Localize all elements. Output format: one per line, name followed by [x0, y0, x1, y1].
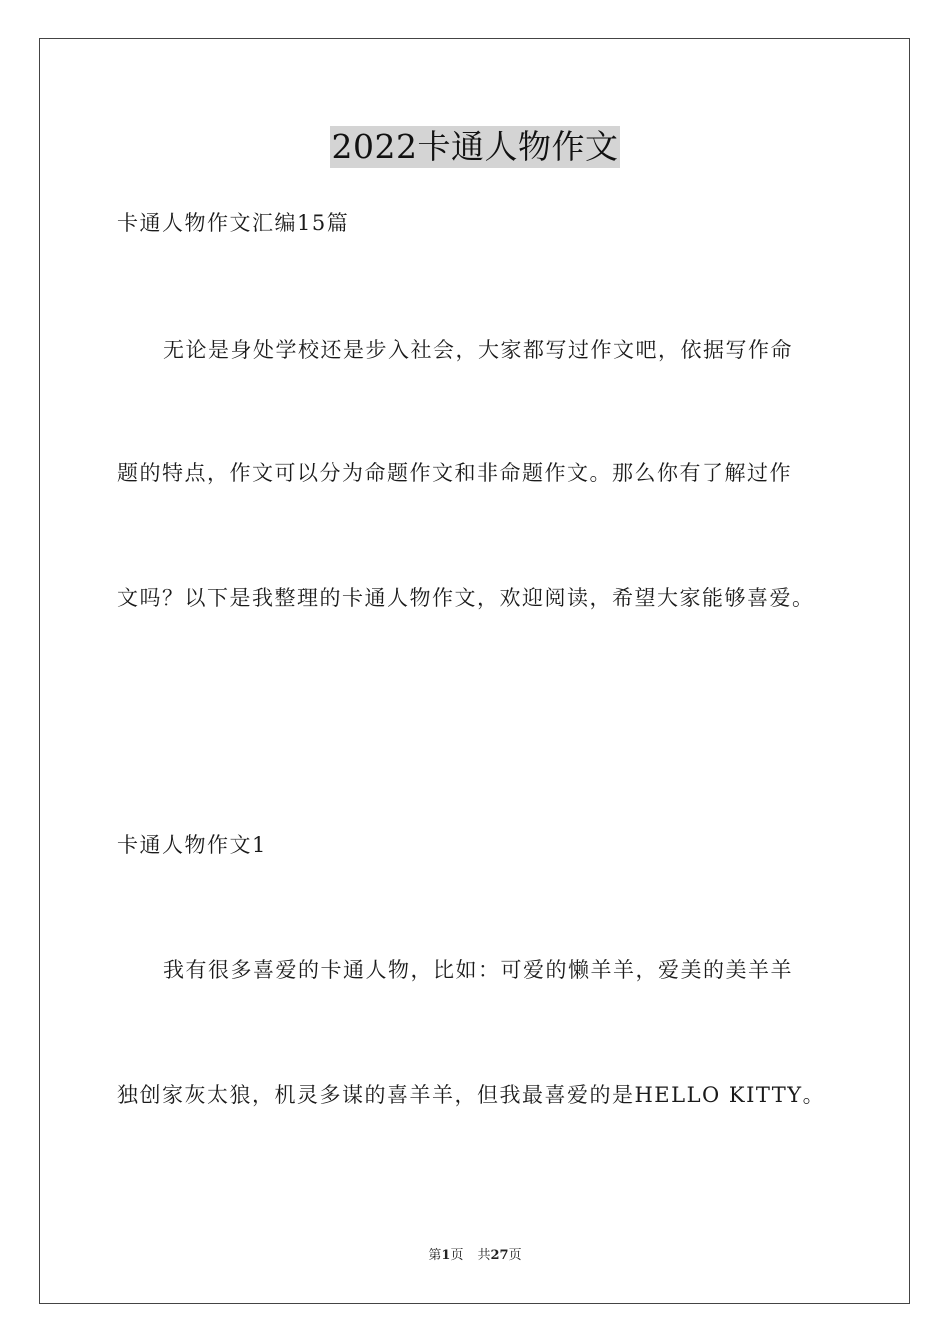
page-footer [0, 1247, 950, 1265]
section-heading: 卡通人物作文1 [117, 833, 267, 857]
document-subtitle: 卡通人物作文汇编15篇 [117, 211, 350, 235]
footer-total-pages: 27 [490, 1248, 509, 1263]
footer-total-prefix: 共 [477, 1248, 491, 1263]
footer-page-prefix: 第 [428, 1248, 442, 1263]
section-line-1: 我有很多喜爱的卡通人物，比如：可爱的懒羊羊，爱美的美羊羊 [163, 958, 793, 982]
intro-line-3: 文吗？以下是我整理的卡通人物作文，欢迎阅读，希望大家能够喜爱。 [117, 586, 815, 610]
title-container [0, 126, 950, 168]
intro-line-1: 无论是身处学校还是步入社会，大家都写过作文吧，依据写作命 [163, 338, 793, 362]
intro-line-2: 题的特点，作文可以分为命题作文和非命题作文。那么你有了解过作 [117, 461, 792, 485]
section-line-2: 独创家灰太狼，机灵多谋的喜羊羊，但我最喜爱的是HELLO KITTY。 [117, 1083, 826, 1107]
footer-page-suffix: 页 [450, 1248, 464, 1263]
footer-page-number: 1 [441, 1248, 451, 1263]
footer-total-suffix: 页 [508, 1248, 522, 1263]
document-title: 2022卡通人物作文 [331, 127, 619, 166]
